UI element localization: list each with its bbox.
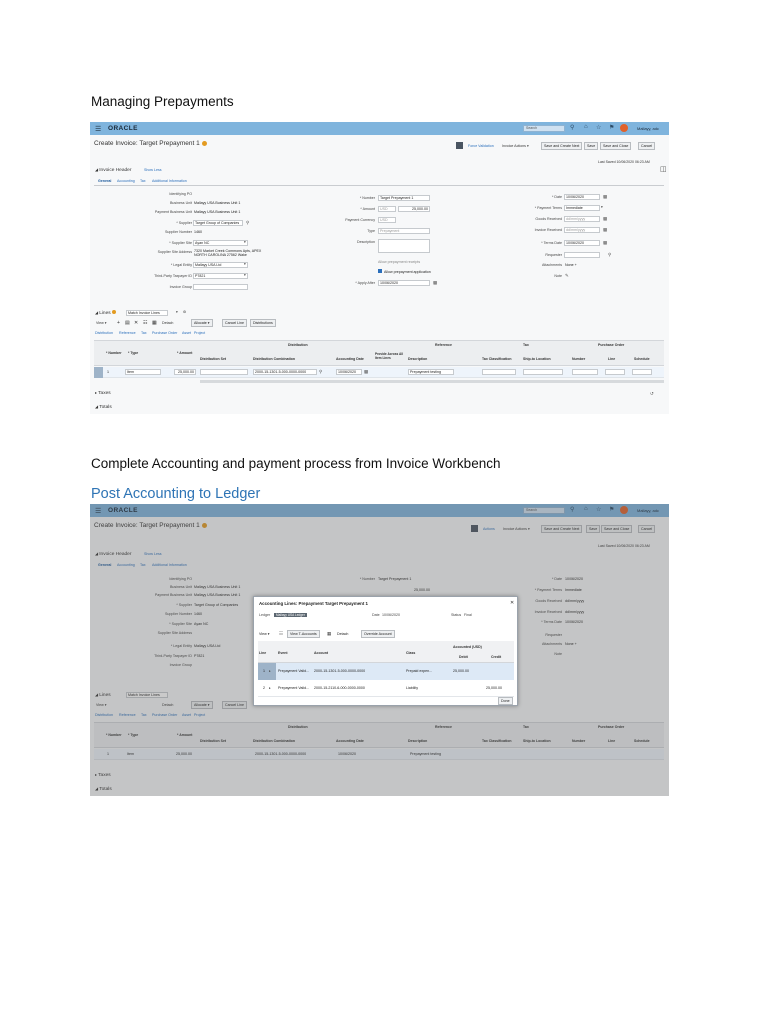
user-menu[interactable]: Mallayy, adc [637,126,659,131]
column-line[interactable]: Line [259,651,267,655]
distributions-button[interactable]: Distributions [250,319,276,327]
print-icon[interactable] [456,142,463,149]
distribution-set-input[interactable] [200,369,248,375]
goods-received-value[interactable]: dd/mm/yyyy [565,599,585,603]
line-description-value[interactable]: Prepayment testing [410,752,441,756]
field-label: Invoice Group [169,663,192,667]
ship-to-location-select[interactable] [523,369,563,375]
expand-icon[interactable]: ▸ [269,686,271,690]
supplier-number-value: 1460 [194,230,202,234]
apply-prepayment-checkbox[interactable]: Allow prepayment application [378,269,431,274]
column-group-tax: Tax [523,343,529,347]
line-type-value[interactable]: Item [127,752,134,756]
date-value: 10/06/2020 [382,613,400,617]
save-button[interactable]: Save [586,525,600,533]
column-prorate-across[interactable]: Provide Across All Item Lines [375,352,404,360]
calendar-icon[interactable]: ▩ [603,216,608,221]
legal-entity-select[interactable]: Mallayy USA Ltd [193,262,248,268]
line-tab-asset[interactable]: Asset [182,331,191,335]
page-title: Create Invoice: Target Prepayment 1 [94,522,207,529]
amount-value[interactable]: 25,000.00 [414,588,430,592]
oracle-top-bar [90,122,669,135]
column-distribution-set[interactable]: Distribution Set [200,739,227,743]
invoice-group-input[interactable] [193,284,248,290]
field-label: Third-Party Taxpayer ID [154,654,192,658]
cancel-line-button[interactable]: Cancel Line [222,319,247,327]
notifications-bell-icon[interactable] [620,124,628,132]
expand-icon[interactable]: ▸ [269,669,271,673]
field-label: Supplier Number [165,230,192,234]
taxes-section[interactable]: ▸ Taxes [95,772,111,778]
invoice-type-select[interactable]: Prepayment [378,228,430,234]
accounting-lines-dialog [253,596,518,706]
field-label: * Date [552,577,562,581]
field-label: * Payment Terms [534,588,562,592]
third-party-taxpayer-select[interactable]: P7821 [193,273,248,279]
view-menu[interactable]: View ▾ [96,321,107,325]
payment-business-unit-value[interactable]: Mallayy USA Business Unit 1 [194,593,241,597]
field-label: * Payment Terms [534,206,562,210]
attachments-add-link[interactable]: None + [565,263,577,267]
allocate-menu[interactable]: Allocate ▾ [191,701,213,709]
field-label: Requester [545,633,562,637]
help-icon[interactable]: ◫ [660,166,667,173]
dialog-detach-button[interactable]: Detach [337,632,349,636]
hamburger-menu-icon[interactable]: ☰ [95,126,102,133]
column-amount[interactable]: * Amount [177,733,193,737]
invoice-header-section[interactable]: ◢ Invoice Header [95,551,132,557]
column-group-distribution: Distribution [288,725,308,729]
invoice-number-value[interactable]: Target Prepayment 1 [378,577,412,581]
business-unit-value[interactable]: Mallayy USA Business Unit 1 [194,585,241,589]
column-class[interactable]: Class [406,651,416,655]
warning-icon [202,141,207,146]
column-group-reference: Reference [435,725,452,729]
class-value: Prepaid expen... [406,669,433,673]
amount-input[interactable]: 25,000.00 [398,206,430,212]
line-description-input[interactable]: Prepayment testing [408,369,454,375]
column-group-accounted: Accounted (USD) [453,645,482,649]
search-input[interactable]: Search [523,125,565,132]
line-tab-purchase-order[interactable]: Purchase Order [152,331,178,335]
po-number-input[interactable] [572,369,598,375]
credit-value: 25,000.00 [486,686,502,690]
chevron-down-icon[interactable]: ▾ [244,273,246,277]
delete-icon[interactable]: ✕ [134,320,139,326]
column-distribution-combination[interactable]: Distribution Combination [253,739,295,743]
horizontal-scrollbar[interactable] [200,380,664,383]
column-distribution-combination[interactable]: Distribution Combination [253,357,295,361]
tab-tax[interactable]: Tax [140,563,146,567]
show-less-link[interactable]: Show Less [144,552,162,556]
invoice-actions-menu[interactable]: Invoice Actions ▾ [502,144,529,148]
field-label: * Terms Date [541,620,562,624]
date-label: Date [372,613,380,617]
chevron-down-icon[interactable]: ▾ [176,310,178,314]
column-po-schedule[interactable]: Schedule [634,357,650,361]
search-icon[interactable]: ⚲ [570,125,575,131]
allocate-menu[interactable]: Allocate ▾ [191,319,213,327]
screenshot-accounting-lines [90,504,669,796]
field-label: Goods Received [535,217,562,221]
invoice-date-value[interactable]: 10/06/2020 [565,577,583,581]
supplier-site-select[interactable]: Ayan NC [193,240,248,246]
account-value[interactable]: 2000-15-2110-6-000-0000-0000 [314,686,365,690]
invoice-number-input[interactable]: Target Prepayment 1 [378,195,430,201]
attachments-value[interactable]: None + [565,642,577,646]
column-ship-to-location[interactable]: Ship-to Location [523,357,551,361]
save-and-close-button[interactable]: Save and Close [601,525,632,533]
invoice-received-value[interactable]: dd/mm/yyyy [565,610,585,614]
field-label: * Supplier Site [169,622,192,626]
star-icon[interactable]: ☆ [596,507,602,513]
field-label: Type [367,229,375,233]
line-number: 1 [107,370,109,374]
third-party-taxpayer-value[interactable]: P7821 [194,654,205,658]
line-tab-distribution[interactable]: Distribution [95,713,113,717]
note-icon[interactable]: ✎ [565,273,569,278]
column-amount[interactable]: * Amount [177,351,193,355]
gear-icon[interactable]: ⚙ [183,310,187,314]
freeze-icon[interactable]: ☷ [279,631,284,636]
payment-terms-select[interactable]: Immediate [564,205,600,211]
last-saved-timestamp: Last Saved 10/06/2020 06:23 AM [598,544,650,548]
accounting-date-value[interactable]: 10/06/2020 [338,752,356,756]
search-input[interactable]: Search [523,507,565,514]
force-validation-link[interactable]: Force Validation [468,144,494,148]
match-invoice-lines-select[interactable]: Match Invoice Lines [126,310,168,316]
description-textarea[interactable] [378,239,430,253]
detach-button[interactable]: Detach [162,321,174,325]
requester-input[interactable] [564,252,600,258]
invoice-received-date-input[interactable]: dd/mm/yyyy [564,227,600,233]
column-po-schedule[interactable]: Schedule [634,739,650,743]
field-label: Invoice Received [534,228,562,232]
tab-additional-information[interactable]: Additional Information [152,179,187,183]
field-label: * Legal Entity [170,644,192,648]
calendar-icon[interactable]: ▩ [364,369,369,374]
oracle-logo: ORACLE [108,125,138,132]
ledger-label: Ledger [259,613,271,617]
field-label: Identifying PO [169,192,192,196]
heading-post-accounting: Post Accounting to Ledger [91,486,261,502]
business-unit-value[interactable]: Mallayy USA Business Unit 1 [194,201,241,205]
status-label: Status [451,613,462,617]
column-tax-classification[interactable]: Tax Classification [482,357,512,361]
payment-currency-select[interactable]: USD [378,217,396,223]
column-group-tax: Tax [523,725,529,729]
line-tab-tax[interactable]: Tax [141,331,147,335]
column-description[interactable]: Description [408,739,428,743]
cancel-button[interactable]: Cancel [638,525,655,533]
field-label: Attachments [542,263,562,267]
field-label: * Apply After [355,281,375,285]
home-icon[interactable]: ⌂ [584,124,588,130]
tab-accounting[interactable]: Accounting [117,563,135,567]
line-tab-purchase-order[interactable]: Purchase Order [152,713,178,717]
field-label: Invoice Group [169,285,192,289]
line-tab-project[interactable]: Project [194,713,206,717]
save-and-create-next-button[interactable]: Save and Create Next [541,525,582,533]
tax-classification-select[interactable] [482,369,516,375]
calendar-icon[interactable]: ▩ [603,227,608,232]
field-label: Description [357,240,375,244]
distribution-combination-input[interactable]: 2000-15-1301-5-000-0000-0000 [253,369,317,375]
freeze-icon[interactable]: ☷ [143,320,148,326]
search-icon[interactable]: ⚲ [570,507,575,513]
settlement-option-checkbox[interactable]: Allow prepayment receipts [378,260,421,264]
field-label: Note [554,274,562,278]
apply-after-date-input[interactable]: 10/06/2020 [378,280,430,286]
taxes-section[interactable]: ▸ Taxes [95,390,111,396]
line-tab-project[interactable]: Project [194,331,206,335]
flag-icon[interactable]: ⚑ [609,507,615,513]
tab-accounting[interactable]: Accounting [117,179,135,183]
screenshot-create-invoice [90,122,669,414]
lines-section[interactable]: ◢ Lines [95,692,111,698]
terms-date-value[interactable]: 10/06/2020 [565,620,583,624]
column-debit[interactable]: Debit [459,655,468,659]
calendar-icon[interactable]: ▩ [603,194,608,199]
invoice-actions-menu[interactable]: Invoice Actions ▾ [503,527,530,531]
column-distribution-set[interactable]: Distribution Set [200,357,227,361]
chevron-down-icon[interactable]: ▾ [601,205,603,209]
po-schedule-input[interactable] [632,369,652,375]
column-group-reference: Reference [435,343,452,347]
flag-icon[interactable]: ⚑ [609,125,615,131]
account-value[interactable]: 2000-15-1301-5-000-0000-0000 [314,669,366,673]
field-label: * Terms Date [541,241,562,245]
line-amount-value[interactable]: 25,000.00 [176,752,192,756]
field-label: * Supplier Site [169,241,192,245]
close-icon[interactable]: ✕ [510,600,515,606]
ledger-value: Mallayy USA Ledger [276,613,305,617]
field-label: * Number [359,196,375,200]
line-number: 2 [263,686,265,690]
goods-received-date-input[interactable]: dd/mm/yyyy [564,216,600,222]
column-group-purchase-order: Purchase Order [598,343,625,347]
last-saved-timestamp: Last Saved 10/06/2020 06:23 AM [598,160,650,164]
totals-section[interactable]: ◢ Totals [95,786,112,792]
tab-divider [94,185,664,186]
distribution-combination-value[interactable]: 2000-15-1301-5-000-0000-0000 [255,752,307,756]
currency-select[interactable]: USD [378,206,396,212]
column-accounting-date[interactable]: Accounting Date [336,357,364,361]
save-button[interactable]: Save [584,142,598,150]
heading-complete-accounting: Complete Accounting and payment process from Invoice Workbench [91,456,501,471]
calendar-icon[interactable]: ▩ [603,240,608,245]
warning-icon [112,310,116,314]
invoice-date-input[interactable]: 10/06/2020 [564,194,600,200]
line-type-select[interactable]: Item [125,369,161,375]
save-and-create-next-button[interactable]: Save and Create Next [541,142,582,150]
tab-general[interactable]: General [98,179,112,183]
column-type[interactable]: * Type [128,351,139,355]
detach-button[interactable]: Detach [162,703,174,707]
field-label: Attachments [542,642,562,646]
add-icon[interactable]: + [117,320,120,326]
cancel-line-button[interactable]: Cancel Line [222,701,247,709]
field-label: * Legal Entity [170,263,192,267]
view-t-accounts-button[interactable]: View T-Accounts [287,630,320,638]
column-group-distribution: Distribution [288,343,308,347]
invoice-header-section[interactable]: ◢ Invoice Header [95,167,132,173]
column-account[interactable]: Account [314,651,328,655]
field-label: * Date [552,195,562,199]
line-tab-tax[interactable]: Tax [141,713,147,717]
field-label: Third-Party Taxpayer ID [154,274,192,278]
chevron-down-icon[interactable]: ▾ [244,262,246,266]
tab-tax[interactable]: Tax [140,179,146,183]
column-accounting-date[interactable]: Accounting Date [336,739,364,743]
chevron-down-icon[interactable]: ▾ [244,240,246,244]
star-icon[interactable]: ☆ [596,125,602,131]
line-tab-reference[interactable]: Reference [119,331,136,335]
search-icon[interactable]: ⚲ [246,220,250,225]
field-label: Supplier Number [165,612,192,616]
detach-icon[interactable]: ▦ [152,320,157,326]
po-line-input[interactable] [605,369,625,375]
detach-icon[interactable]: ▦ [327,631,332,636]
debit-value: 25,000.00 [453,669,469,673]
edit-icon[interactable]: ▤ [125,320,130,326]
field-label: * Supplier [176,221,192,225]
column-type[interactable]: * Type [128,733,139,737]
totals-section[interactable]: ◢ Totals [95,404,112,410]
supplier-site-value[interactable]: Ayan NC [194,622,209,626]
supplier-number-value: 1460 [194,612,202,616]
field-label: Payment Currency [345,218,375,222]
view-menu[interactable]: View ▾ [96,703,107,707]
home-icon[interactable]: ⌂ [584,506,588,512]
column-group-purchase-order: Purchase Order [598,725,625,729]
page-title: Create Invoice: Target Prepayment 1 [94,140,207,147]
line-tab-reference[interactable]: Reference [119,713,136,717]
save-and-close-button[interactable]: Save and Close [600,142,631,150]
event-value: Prepayment Valid... [278,686,310,690]
field-label: Payment Business Unit [154,210,192,214]
class-value: Liability [406,686,418,690]
dialog-title: Accounting Lines: Prepayment Target Prepayment 1 [259,601,368,606]
column-po-number[interactable]: Number [572,739,586,743]
lines-section[interactable]: ◢ Lines [95,310,116,316]
cancel-button[interactable]: Cancel [638,142,655,150]
supplier-site-address-value: 7320 Market Creek Commons Apts, APEX NORTH CAROLINA 27562 Wake [194,249,262,257]
oracle-logo: ORACLE [108,507,138,514]
tab-additional-information[interactable]: Additional Information [152,563,187,567]
field-label: Supplier Site Address [157,250,192,254]
supplier-value[interactable]: Target Group of Companies [194,603,239,607]
refresh-icon[interactable]: ↺ [650,391,654,396]
status-value: Final [464,613,472,617]
field-label: Payment Business Unit [154,593,192,597]
supplier-input[interactable]: Target Group of Companies [193,220,243,226]
event-value: Prepayment Valid... [278,669,310,673]
override-account-button[interactable]: Override Account [361,630,395,638]
column-number[interactable]: * Number [106,733,122,737]
field-label: * Number [359,577,375,581]
field-label: Note [554,652,562,656]
legal-entity-value[interactable]: Mallayy USA Ltd [194,644,221,648]
line-tab-distribution[interactable]: Distribution [95,331,113,335]
calendar-icon[interactable]: ▩ [433,280,438,285]
match-invoice-lines-select[interactable]: Match Invoice Lines [126,692,168,698]
field-label: Requester [545,253,562,257]
field-label: Invoice Received [534,610,562,614]
search-icon[interactable]: ⚲ [319,369,323,374]
line-tab-asset[interactable]: Asset [182,713,191,717]
show-less-link[interactable]: Show Less [144,168,162,172]
user-menu[interactable]: Mallayy, adc [637,508,659,513]
field-label: Goods Received [535,599,562,603]
column-description[interactable]: Description [408,357,428,361]
field-label: Business Unit [170,201,192,205]
column-credit[interactable]: Credit [491,655,502,659]
column-po-number[interactable]: Number [572,357,586,361]
hamburger-menu-icon[interactable]: ☰ [95,508,102,515]
payment-business-unit-value[interactable]: Mallayy USA Business Unit 1 [194,210,241,214]
field-label: Identifying PO [169,577,192,581]
column-tax-classification[interactable]: Tax Classification [482,739,512,743]
column-po-line[interactable]: Line [608,357,616,361]
field-label: * Amount [360,207,375,211]
field-label: Business Unit [170,585,192,589]
column-ship-to-location[interactable]: Ship-to Location [523,739,551,743]
payment-terms-value[interactable]: Immediate [565,588,582,592]
dialog-view-menu[interactable]: View ▾ [259,632,270,636]
accounting-date-input[interactable]: 10/06/2020 [336,369,362,375]
field-label: Supplier Site Address [157,631,192,635]
column-event[interactable]: Event [278,651,288,655]
line-amount-input[interactable]: 25,000.00 [174,369,196,375]
tab-general[interactable]: General [98,563,112,567]
column-po-line[interactable]: Line [608,739,616,743]
done-button[interactable]: Done [498,697,513,705]
column-number[interactable]: * Number [106,351,122,355]
search-icon[interactable]: ⚲ [608,252,612,257]
line-number: 1 [107,752,109,756]
line-number: 1 [263,669,265,673]
field-label: * Supplier [176,603,192,607]
heading-managing-prepayments: Managing Prepayments [91,94,234,109]
terms-date-input[interactable]: 10/06/2020 [564,240,600,246]
actions-link[interactable]: Actions [483,527,495,531]
